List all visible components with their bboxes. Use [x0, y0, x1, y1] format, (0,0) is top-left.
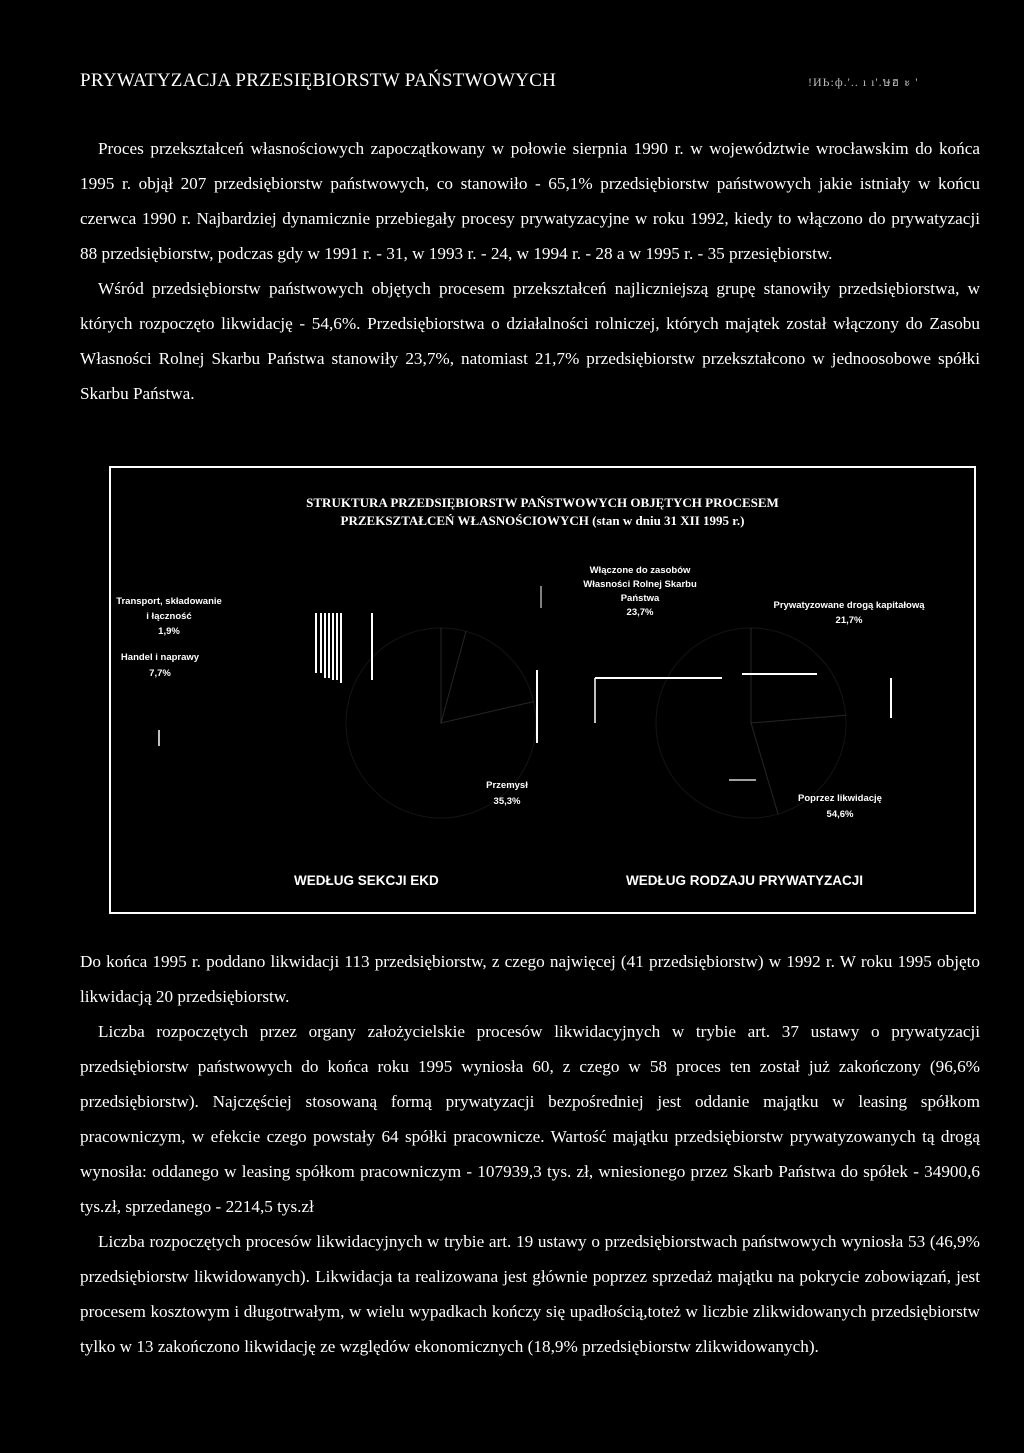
label-value: 54,6%: [826, 809, 854, 820]
label-handel: [121, 652, 200, 679]
label-wlaczone: [583, 565, 697, 618]
label-likwidacja: [798, 793, 882, 820]
label-line: Transport, składowanie: [116, 596, 222, 607]
label-value: 21,7%: [835, 615, 863, 626]
label-transport: [116, 596, 222, 637]
scan-noise-text: !ИЬ:ф.'.. ı ı'.ษฮ ะ ': [808, 75, 919, 89]
chart-structure: [159, 586, 971, 912]
label-value: 7,7%: [149, 668, 171, 679]
label-value: 23,7%: [626, 607, 654, 618]
caption-ekd: WEDŁUG SEKCJI EKD: [294, 873, 439, 888]
label-line: Handel i naprawy: [120, 652, 200, 663]
label-line: Prywatyzowane drogą kapitałową: [773, 600, 925, 611]
page-title: PRYWATYZACJA PRZESIĘBIORSTW PAŃSTWOWYCH: [80, 70, 557, 91]
paragraph: Do końca 1995 r. poddano likwidacji 113 przedsiębiorstw, z czego najwięcej (41 przedsiębiorstw) w 1992 r. W roku 1995 objęto likwidacją 20 przedsiębiorstw.: [80, 952, 980, 1006]
pie-rodzaj: [656, 628, 846, 818]
label-value: 1,9%: [158, 626, 180, 637]
chart-figure: [109, 466, 976, 914]
label-value: 35,3%: [493, 796, 521, 807]
chart-title-line: STRUKTURA PRZEDSIĘBIORSTW PAŃSTWOWYCH OBJĘTYCH PROCESEM: [306, 495, 779, 510]
chart-canvas: [111, 468, 974, 912]
paragraph: Wśród przedsiębiorstw państwowych objętych procesem przekształceń najliczniejszą grupę stanowiły przedsiębiorstwa, w których rozpoczęto likwidację - 54,6%. Przedsiębiorstwa o działalności rolniczej, których majątek został włączony do Zasobu Własności Rolnej Skarbu Państwa stanowiły 23,7%, natomiast 21,7% przedsiębiorstw przekształcono w jednoosobowe spółki Skarbu Państwa.: [80, 279, 980, 403]
body-text: [80, 944, 980, 1364]
label-kapitalowa: [774, 600, 926, 626]
intro-text: [80, 131, 980, 411]
pie-slice: [751, 628, 846, 723]
paragraph: Proces przekształceń własnościowych zapoczątkowany w połowie sierpnia 1990 r. w województwie wrocławskim do końca 1995 r. objął 207 przedsiębiorstw państwowych, co stanowiło - 65,1% przedsiębiorstw państwowych jakie istniały w końcu czerwca 1990 r. Najbardziej dynamicznie przebiegały procesy prywatyzacyjne w roku 1992, kiedy to włączono do prywatyzacji 88 przedsiębiorstw, podczas gdy w 1991 r. - 31, w 1993 r. - 24, w 1994 r. - 28 a w 1995 r. - 35 przesiębiorstw.: [80, 139, 980, 263]
label-line: Własności Rolnej Skarbu: [583, 579, 697, 590]
pie-slice: [656, 628, 778, 818]
paragraph: Liczba rozpoczętych procesów likwidacyjnych w trybie art. 19 ustawy o przedsiębiorstwach państwowych wyniosła 53 (46,9% przedsiębiorstw likwidowanych). Likwidacja ta realizowana jest głównie poprzez sprzedaż majątku na pokrycie zobowiązań, jest procesem kosztowym i długotrwałym, w wielu wypadkach kończy się upadłością,toteż w liczbie zlikwidowanych przedsiębiorstw tylko w 13 zakończono likwidację ze względów ekonomicznych (18,9% przedsiębiorstw zlikwidowanych).: [80, 1232, 980, 1356]
label-line: Przemysł: [486, 780, 528, 791]
label-line: Włączone do zasobów: [589, 565, 691, 576]
caption-rodzaj: WEDŁUG RODZAJU PRYWATYZACJI: [626, 873, 864, 888]
chart-title-line: PRZEKSZTAŁCEŃ WŁASNOŚCIOWYCH (stan w dniu 31 XII 1995 r.): [340, 513, 745, 528]
label-line: Państwa: [620, 593, 660, 604]
label-line: i łączność: [146, 611, 192, 622]
pie-slice: [441, 631, 534, 723]
paragraph: Liczba rozpoczętych przez organy założycielskie procesów likwidacyjnych w trybie art. 37 ustawy o prywatyzacji przedsiębiorstw państwowych do końca roku 1995 wyniosła 60, z czego w 58 proces ten został już zakończony (96,6% przedsiębiorstw). Najczęściej stosowaną formą prywatyzacji bezpośredniej jest oddanie majątku w leasing spółkom pracowniczym, w efekcie czego powstały 64 spółki pracownicze. Wartość majątku przedsiębiorstw prywatyzowanych tą drogą wynosiła: oddanego w leasing spółkom pracowniczym - 107939,3 tys. zł, wniesionego przez Skarb Państwa do spółek - 34900,6 tys.zł, sprzedanego - 2214,5 tys.zł: [80, 1022, 980, 1216]
label-line: Poprzez likwidację: [798, 793, 882, 804]
